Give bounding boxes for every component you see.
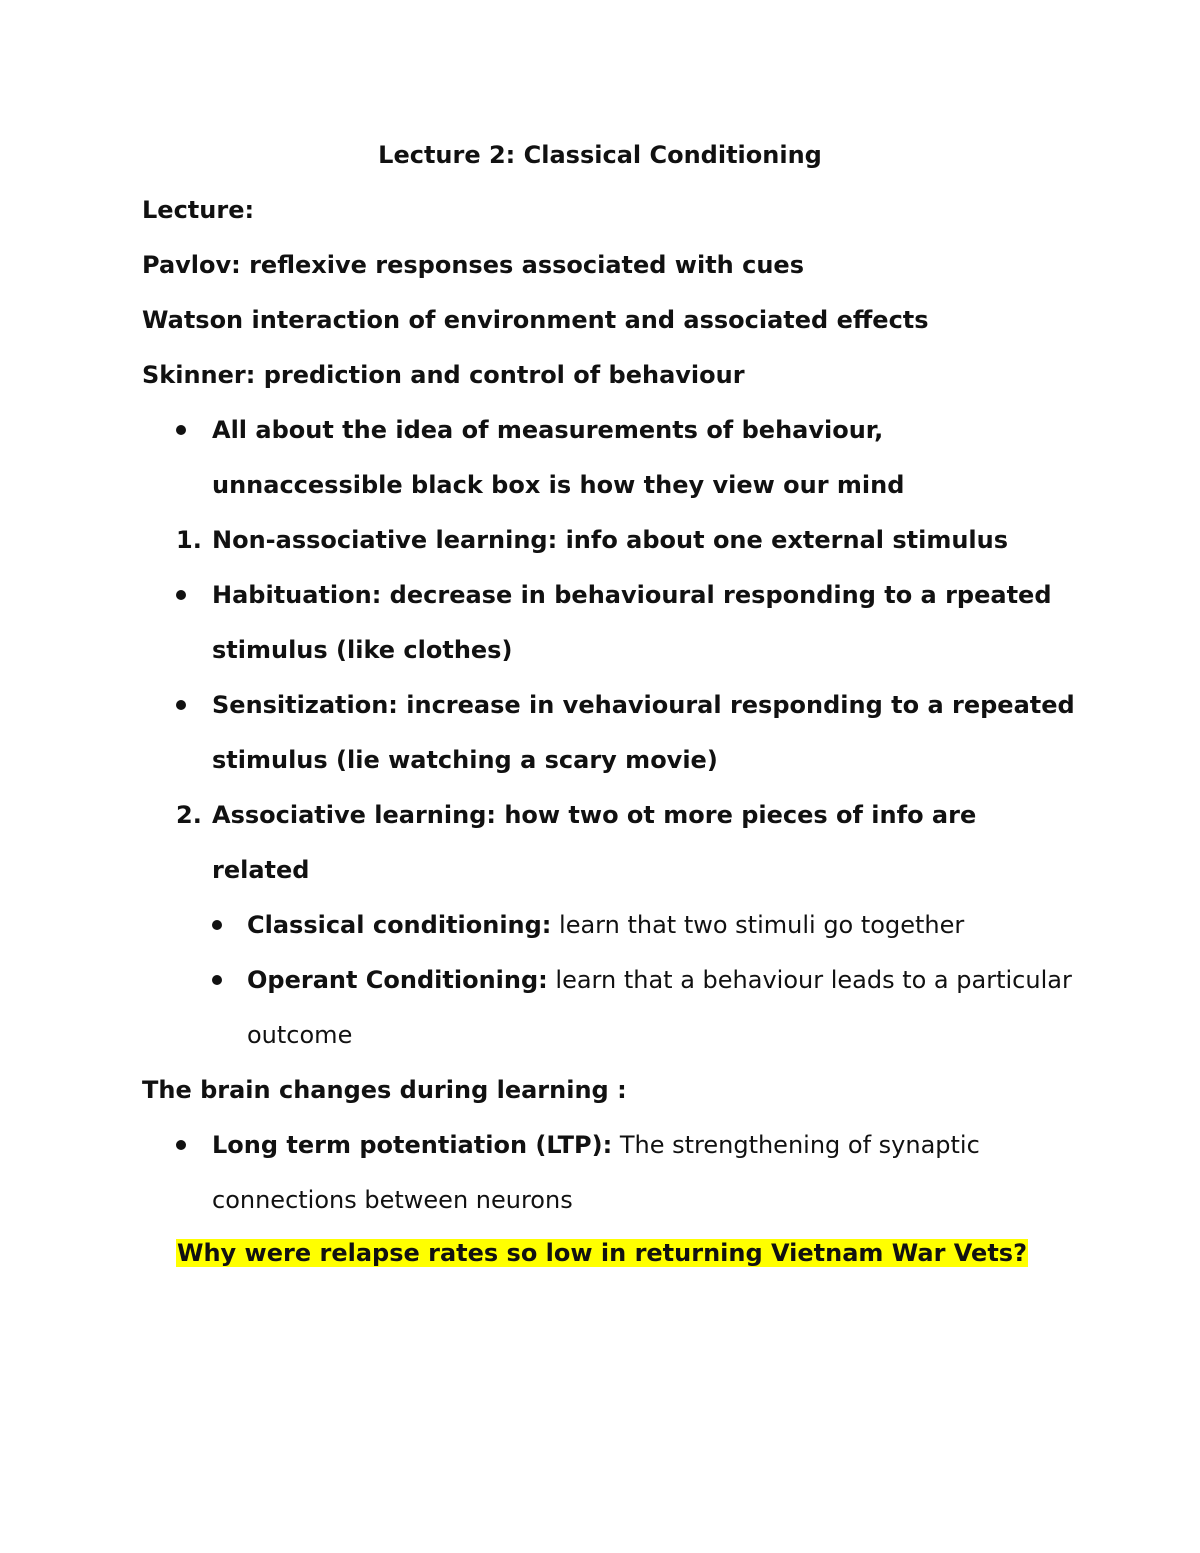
list-number-1: 1. — [176, 526, 202, 554]
bullet-icon — [212, 920, 222, 930]
intro-watson: Watson interaction of environment and associated effects — [142, 306, 929, 334]
habituation-line1: Habituation: decrease in behavioural responding to a rpeated — [212, 581, 1052, 609]
operant-conditioning-term: Operant Conditioning: — [247, 966, 548, 994]
list-number-2: 2. — [176, 801, 202, 829]
intro-pavlov: Pavlov: reflexive responses associated with cues — [142, 251, 804, 279]
bullet-icon — [176, 590, 186, 600]
classical-conditioning-text: learn that two stimuli go together — [551, 911, 965, 939]
sensitization-line1: Sensitization: increase in vehavioural responding to a repeated — [212, 691, 1075, 719]
bullet-icon — [176, 1140, 186, 1150]
associative-learning-line1: Associative learning: how two ot more pieces of info are — [212, 801, 977, 829]
bullet-icon — [212, 975, 222, 985]
ltp-line2: connections between neurons — [212, 1186, 573, 1214]
section-label: Lecture: — [142, 196, 255, 224]
sensitization-line2: stimulus (lie watching a scary movie) — [212, 746, 718, 774]
intro-skinner: Skinner: prediction and control of behaviour — [142, 361, 745, 389]
classical-conditioning-term: Classical conditioning: — [247, 911, 552, 939]
operant-conditioning-line2: outcome — [247, 1021, 353, 1049]
skinner-bullet-line2: unnaccessible black box is how they view our mind — [212, 471, 905, 499]
habituation-line2: stimulus (like clothes) — [212, 636, 513, 664]
classical-conditioning-item — [247, 910, 964, 940]
highlighted-question — [176, 1238, 1028, 1268]
skinner-bullet-line1: All about the idea of measurements of behaviour, — [212, 416, 884, 444]
operant-conditioning-text: learn that a behaviour leads to a particular — [547, 966, 1072, 994]
ltp-text: The strengthening of synaptic — [612, 1131, 980, 1159]
ltp-term: Long term potentiation (LTP): — [212, 1131, 613, 1159]
page-title: Lecture 2: Classical Conditioning — [378, 141, 822, 169]
non-associative-learning: Non-associative learning: info about one external stimulus — [212, 526, 1009, 554]
operant-conditioning-item — [247, 965, 1072, 995]
question-text: Why were relapse rates so low in returning Vietnam War Vets? — [177, 1239, 1028, 1267]
associative-learning-line2: related — [212, 856, 310, 884]
brain-heading: The brain changes during learning : — [142, 1076, 627, 1104]
ltp-item — [212, 1130, 980, 1160]
bullet-icon — [176, 425, 186, 435]
bullet-icon — [176, 700, 186, 710]
